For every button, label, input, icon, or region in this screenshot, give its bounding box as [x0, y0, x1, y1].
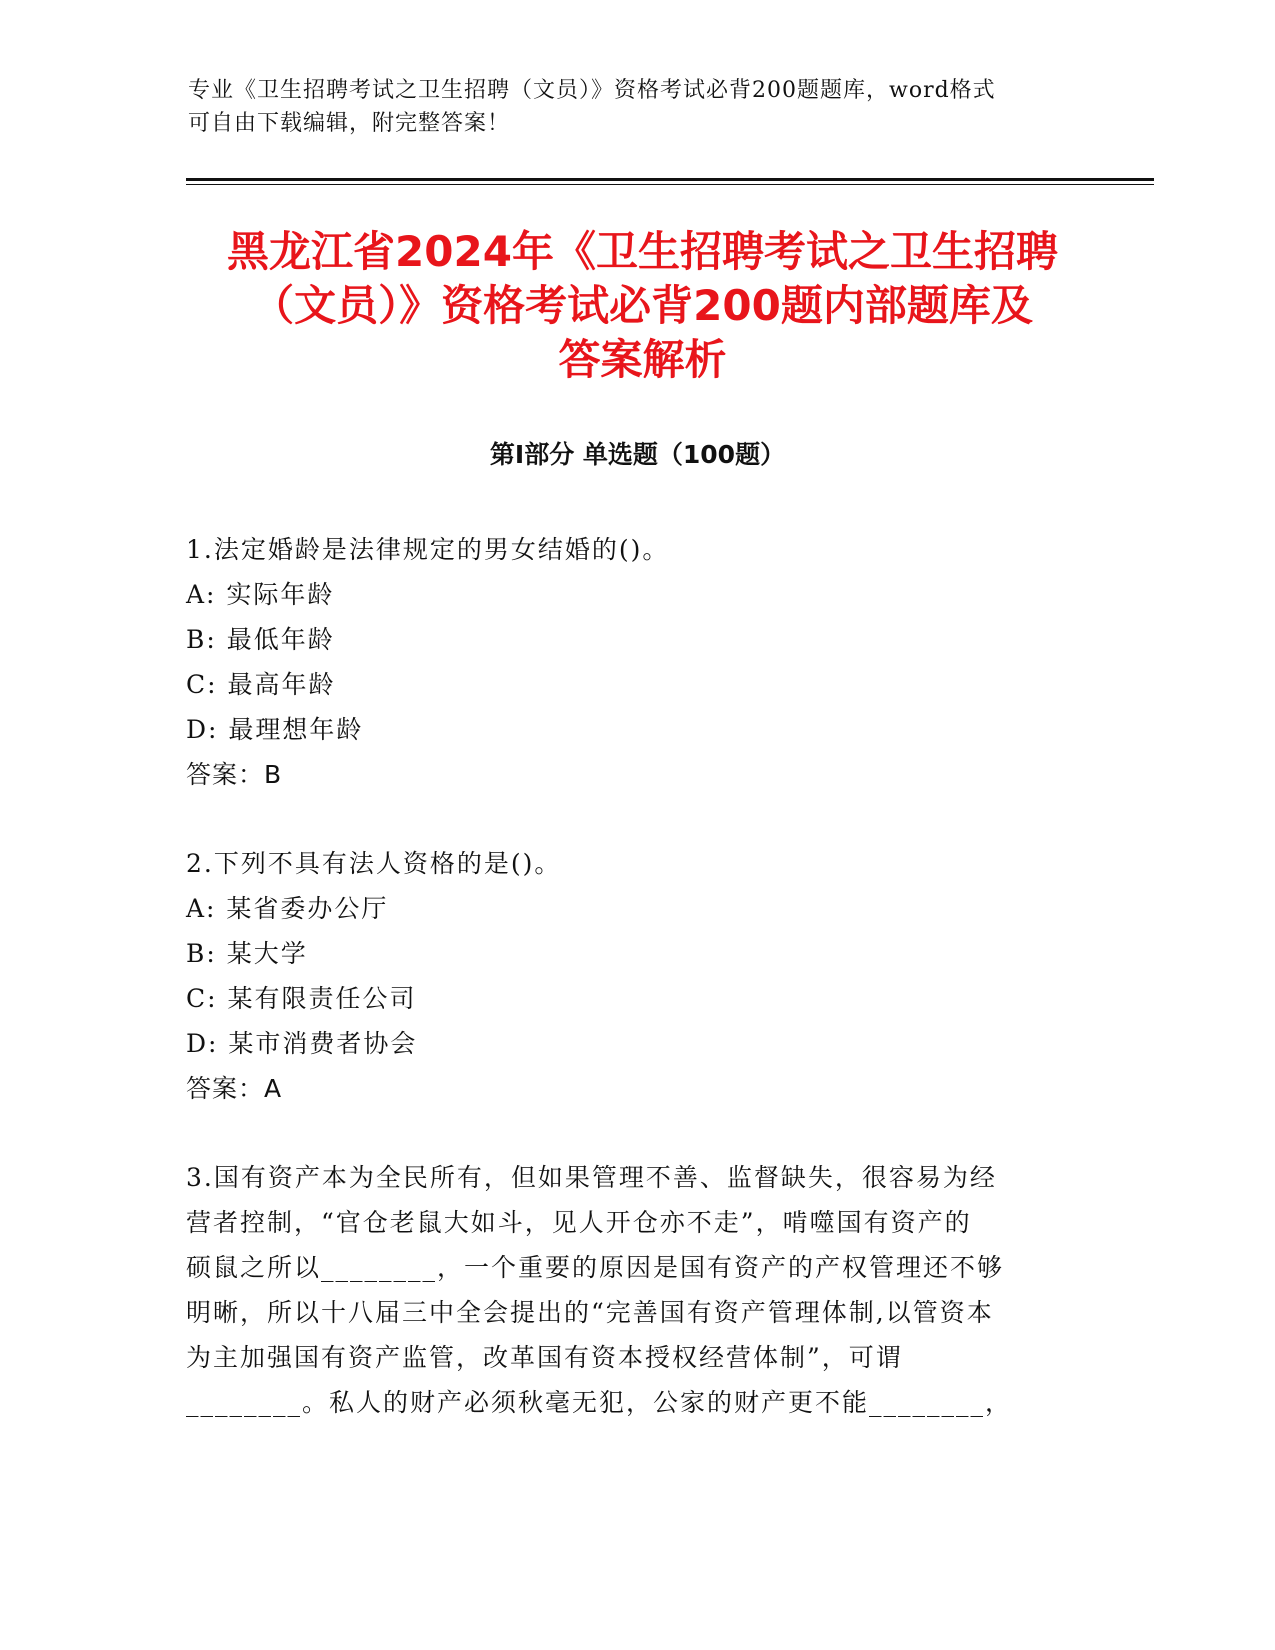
section-heading: 第Ⅰ部分 单选题（100题）	[489, 440, 786, 469]
question-stem-line: 硕鼠之所以________，一个重要的原因是国有资产的产权管理还不够	[186, 1253, 1005, 1282]
option-a: A: 某省委办公厅	[186, 894, 389, 923]
question-stem-line: 3.国有资产本为全民所有，但如果管理不善、监督缺失，很容易为经	[186, 1163, 997, 1192]
answer-text: 答案：A	[186, 1074, 283, 1103]
title-line: （文员）》资格考试必背200题内部题库及	[252, 281, 1033, 330]
question-stem-line: 营者控制，“官仓老鼠大如斗，见人开仓亦不走”，啃噬国有资产的	[186, 1208, 972, 1237]
question-stem: 2.下列不具有法人资格的是()。	[186, 849, 562, 878]
document-title	[180, 225, 1105, 387]
option-d: D: 最理想年龄	[186, 715, 364, 744]
header-note-line: 专业《卫生招聘考试之卫生招聘（文员）》资格考试必背200题题库，word格式	[188, 78, 996, 103]
answer-text: 答案：B	[186, 760, 283, 789]
option-a: A: 实际年龄	[186, 580, 335, 609]
option-d: D: 某市消费者协会	[186, 1029, 418, 1058]
header-divider-thin	[186, 184, 1154, 185]
question-stem: 1.法定婚龄是法律规定的男女结婚的()。	[186, 535, 670, 564]
option-b: B: 最低年龄	[186, 625, 335, 654]
option-b: B: 某大学	[186, 939, 308, 968]
question-item	[186, 1155, 1086, 1425]
header-note	[188, 74, 1088, 140]
title-line: 黑龙江省2024年《卫生招聘考试之卫生招聘	[227, 227, 1058, 276]
question-stem-line: 为主加强国有资产监管，改革国有资本授权经营体制”，可谓	[186, 1343, 903, 1372]
option-c: C: 某有限责任公司	[186, 984, 417, 1013]
header-note-line: 可自由下载编辑，附完整答案！	[188, 111, 511, 136]
title-line: 答案解析	[558, 335, 727, 384]
question-stem-line: ________。私人的财产必须秋毫无犯，公家的财产更不能________，	[186, 1388, 1013, 1417]
question-list	[186, 527, 1086, 1469]
question-item	[186, 841, 1086, 1111]
question-item	[186, 527, 1086, 797]
header-divider	[186, 178, 1154, 181]
option-c: C: 最高年龄	[186, 670, 336, 699]
question-stem-line: 明晰，所以十八届三中全会提出的“完善国有资产管理体制,以管资本	[186, 1298, 994, 1327]
